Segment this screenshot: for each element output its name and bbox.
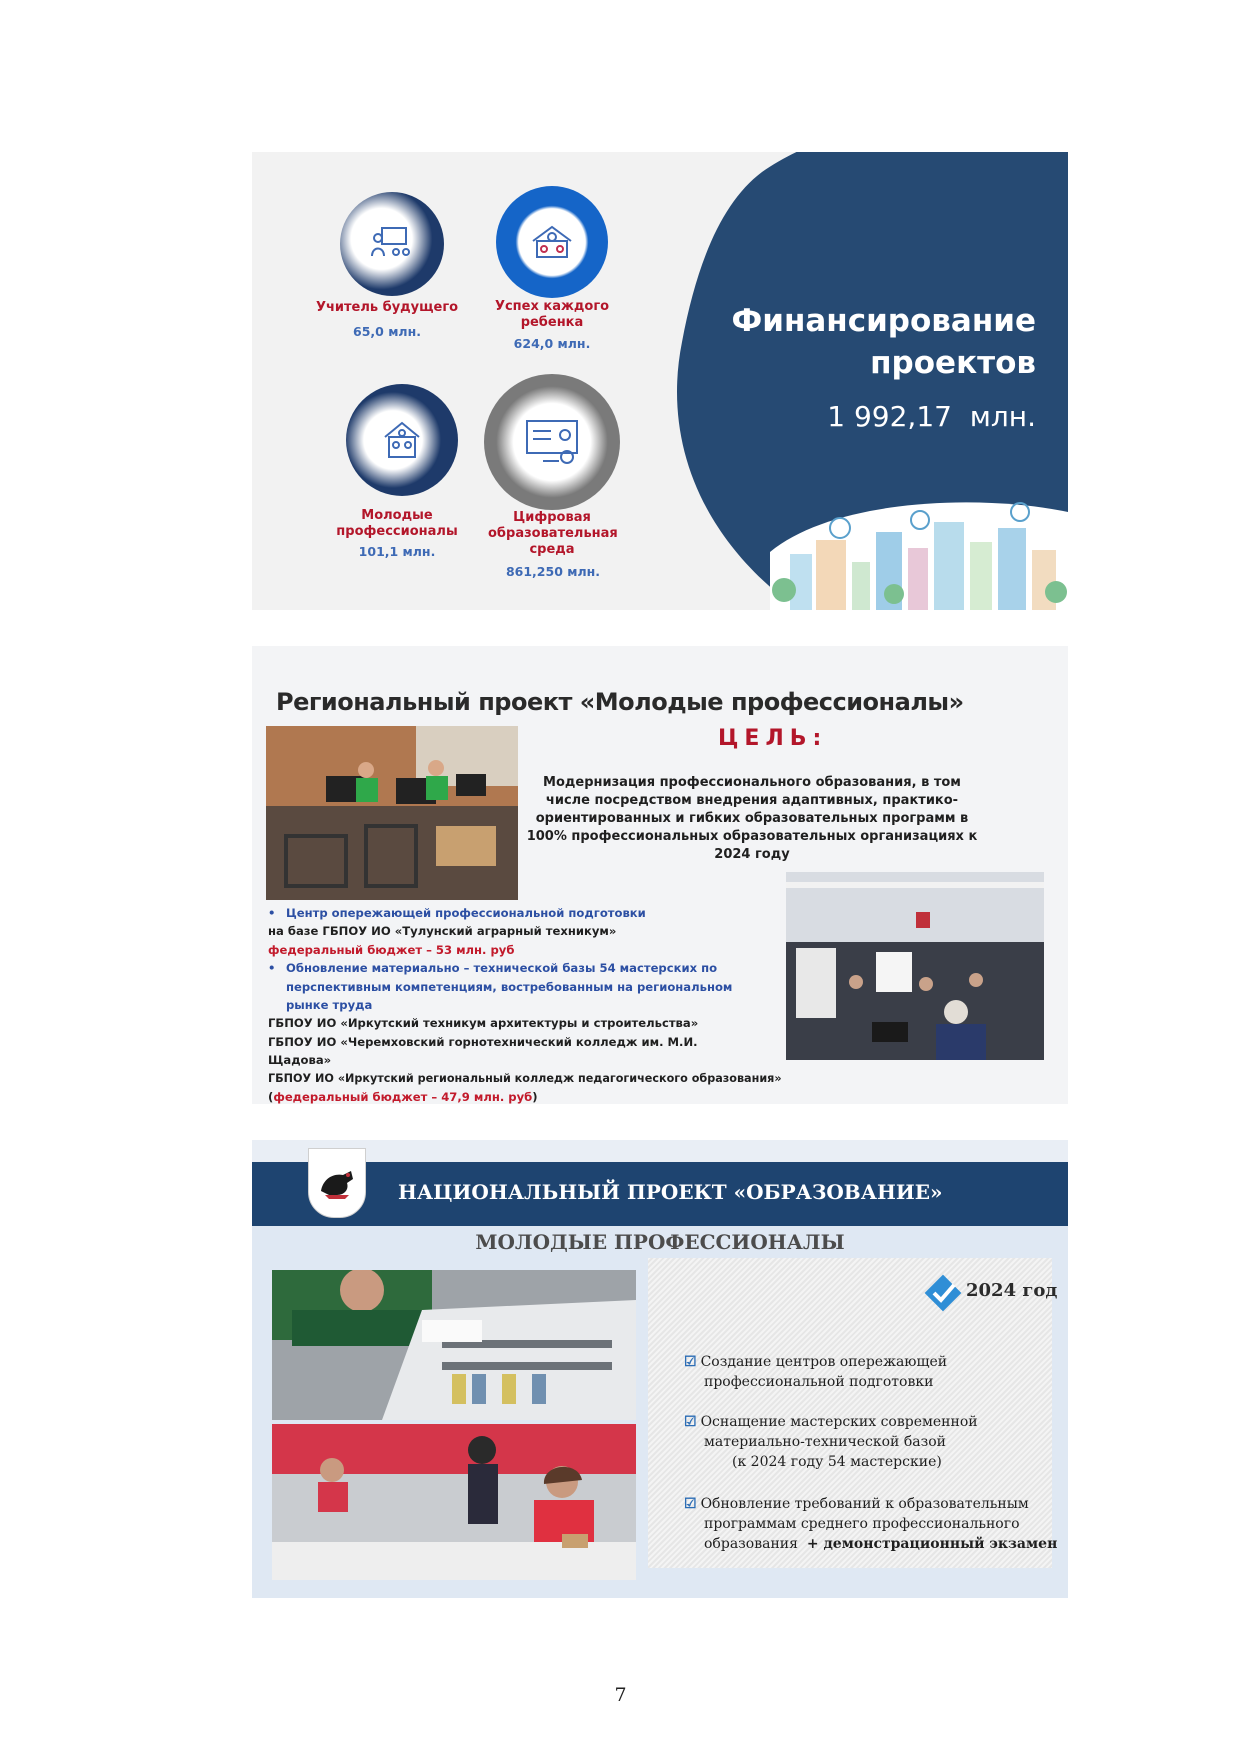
digital-environment-project-icon [484,374,620,510]
budget-text: федеральный бюджет – 47,9 млн. руб [273,1090,533,1104]
coat-of-arms-icon [308,1148,366,1218]
city-illustration [770,492,1068,610]
target-year: 2024 год [966,1280,1058,1301]
college-item: ГБПОУ ИО «Черемховский горнотехнический колледж им. М.И. Щадова» [268,1034,698,1068]
financing-total: 1 992,17 млн. [827,400,1036,433]
project-name: Молодые профессионалы [336,508,458,539]
project-value: 101,1 млн. [358,544,436,559]
sewing-photo [272,1424,636,1580]
checkbox-icon: ☑ [684,1354,697,1370]
slide-regional-project [252,646,1068,1104]
slide-financing [252,152,1068,610]
subtitle: МОЛОДЫЕ ПРОФЕССИОНАЛЫ [475,1230,845,1254]
conference-photo [786,872,1044,1060]
result-item: ☑ Оснащение мастерских современной материально-технической базой (к 2024 году 54 мастерские) [684,1414,978,1470]
project-value: 624,0 млн. [513,336,591,351]
child-success-project-icon [496,186,608,298]
list-item: Обновление материально – технической базы 54 мастерских по перспективным компетенциям, востребованным на региональном рынке труда [286,961,733,1013]
list-item: на базе ГБПОУ ИО «Тулунский аграрный техникум» [268,924,617,939]
project-value: 65,0 млн. [353,324,421,339]
project-name: Цифровая образовательная среда [488,510,618,557]
result-item: ☑ Обновление требований к образовательным программам среднего профессионального образования + демонстрационный экзамен [684,1496,1058,1552]
checkbox-icon: ☑ [684,1414,697,1430]
project-name: Успех каждого ребенка [494,299,610,330]
slide-national-project [252,1140,1068,1598]
project-value: 861,250 млн. [505,564,601,579]
goal-label: ЦЕЛЬ: [718,726,828,751]
workshop-photo [272,1270,636,1420]
goal-text: Модернизация профессионального образования, в том числе посредством внедрения адаптивных, практико-ориентированных и гибких образовательных программ в 100% профессиональных образовательных организациях к 2024 году [526,775,978,862]
checkbox-icon: ☑ [684,1496,697,1512]
check-badge-icon [922,1272,964,1318]
top-stripe [252,1140,1068,1162]
financing-title: Финансирование проектов [731,303,1036,381]
college-item: ГБПОУ ИО «Иркутский региональный колледж педагогического образования» [268,1071,782,1085]
regional-project-list: • Центр опережающей профессиональной подготовки на базе ГБПОУ ИО «Тулунский аграрный техникум» федеральный бюджет – 53 млн. руб • Обновление материально – технической базы 54 мастерских по перспективным компетенциям, востребованным на региональном рынке труда ГБПОУ ИО «Иркутский техникум архитектуры и строительства» ГБПОУ ИО «Черемховский горнотехнический колледж им. М.И. Щадова» ГБПОУ ИО «Иркутский региональный колледж педагогического образования» (федеральный бюджет – 47,9 млн. руб) [268,906,782,1104]
regional-project-title: Региональный проект «Молодые профессионалы» [276,688,964,716]
list-item: Центр опережающей профессиональной подготовки [286,906,646,920]
college-item: ГБПОУ ИО «Иркутский техникум архитектуры и строительства» [268,1016,699,1031]
result-item: ☑ Создание центров опережающей профессиональной подготовки [684,1354,948,1390]
young-professionals-project-icon [346,384,458,496]
budget-text: федеральный бюджет – 53 млн. руб [268,942,515,957]
project-name: Учитель будущего [315,300,459,315]
classroom-photo [266,726,518,900]
page-number: 7 [614,1684,627,1706]
teacher-project-icon [340,192,444,296]
banner-title: НАЦИОНАЛЬНЫЙ ПРОЕКТ «ОБРАЗОВАНИЕ» [398,1180,943,1204]
